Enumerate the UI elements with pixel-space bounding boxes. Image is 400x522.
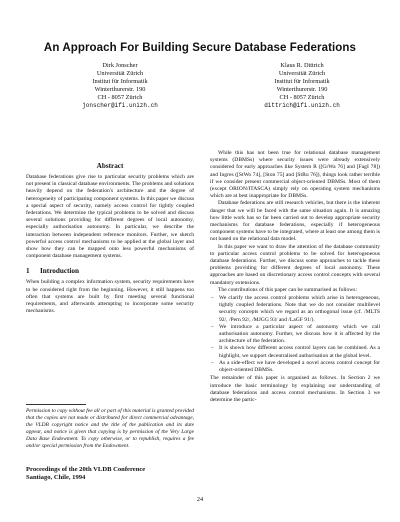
author-name: Klaus R. Dittrich <box>280 62 324 69</box>
paper-title: An Approach For Building Secure Database Federations <box>43 42 357 54</box>
author-email: dittrich@ifi.unizh.ch <box>264 102 340 110</box>
author-email: jonscher@ifi.unizh.ch <box>82 102 158 110</box>
author-street: Winterthurerstr. 190 <box>276 86 328 94</box>
dash-bullet: – <box>211 323 214 330</box>
paragraph: Database federations are still research vehicles, but there is the inherent danger that we will be faced with the same situation again. It is amazing how little work has so far been carried out to develop appropriate security mechanisms for database federations, especially if heterogeneous component systems have to be integrated, where at least one among them is not based on the relational data model. <box>210 200 380 243</box>
author-street: Winterthurerstr. 190 <box>94 86 146 94</box>
list-item <box>210 324 380 346</box>
paragraph: The contributions of this paper can be summarised as follows: <box>218 286 358 293</box>
author-institute: Institut für Informatik <box>92 78 148 86</box>
paragraph: In this paper we want to draw the attention of the database community to particular access control problems to be solved for heterogeneous database federations. Further, we discuss some approaches to tackle these problems providing for different degrees of local autonomy. These approaches are based on discretionary access control concepts with several mandatory extensions. <box>210 243 380 286</box>
author-block-2 <box>222 62 382 111</box>
list-item-text: We introduce a particular aspect of autonomy which we call authorisation autonomy. Further, we discuss how it is affected by the architecture of the federation. <box>219 323 380 345</box>
proceedings-info <box>26 466 194 482</box>
abstract-text: Database federations give rise to particular security problems which are not present in classical database environments. The problems and solutions heavily depend on the federation's architecture and the degree of heterogeneity of participating component systems. In this paper we discuss a special aspect of security, namely access control for tightly coupled federations. We determine the typical problems to be solved and discuss several solutions providing for different degrees of local autonomy, especially authorisation autonomy. In particular, we describe the interaction between independent reference monitors. Further, we sketch powerful access control mechanisms to be applied at the global layer and show how they can be mapped onto less powerful mechanisms of component database management systems. <box>26 174 194 260</box>
section-title: Introduction <box>40 267 80 276</box>
author-city: CH - 8057 Zürich <box>279 94 325 102</box>
dash-bullet: – <box>211 295 214 302</box>
list-item-text: As a side-effect we have developed a novel access control concept for object-oriented DBMSs. <box>219 359 380 374</box>
paragraph: The remainder of this paper is organised as follows. In Section 2 we introduce the basic terminology by explaining our understanding of database federations and access control mechanisms. In Section 3 we determine the partic- <box>210 375 380 403</box>
author-affiliation: Universität Zürich <box>278 70 326 78</box>
list-item <box>210 295 380 324</box>
copyright-footnote: Permission to copy without fee all or part of this material is granted provided that the copies are not made or distributed for direct commercial advantage, the VLDB copyright notice and the title of the publication and its date appear, and notice is given that copying is by permission of the Very Large Data Base Endowment. To copy otherwise, or to republish, requires a fee and/or special permission from the Endowment. <box>26 408 194 449</box>
contributions-list <box>210 295 380 374</box>
list-item <box>210 360 380 374</box>
author-institute: Institut für Informatik <box>274 78 330 86</box>
proceedings-line-1: Proceedings of the 20th VLDB Conference <box>26 466 146 473</box>
list-item <box>210 345 380 359</box>
right-column <box>210 150 380 404</box>
left-column <box>26 150 194 315</box>
page-number: 24 <box>196 496 204 503</box>
footnote-rule <box>26 404 86 405</box>
paragraph: While this has not been true for relational database management systems (DBMSs) where security issues were already extensively considered for early approaches like System R ([GrWa 76] and [FagI 78]) and Ingres ([StWo 74], [Ston 75] and [StRu 76]), things look rather terrible if we consider present commercial object-oriented DBMSs. Most of them (except ORION/ITASCA) simply rely on operating system mechanisms which are at best inappropriate for DBMSs. <box>210 150 380 200</box>
author-name: Dirk Jonscher <box>102 62 138 69</box>
section-number: 1 <box>26 267 30 276</box>
author-city: CH - 8057 Zürich <box>97 94 143 102</box>
dash-bullet: – <box>211 345 214 352</box>
introduction-text: When building a complex information system, security requirements have to be considered right from the beginning. However, it still happens too often that systems are built by first meeting several functional requirements, and afterwards attempting to incorporate some security mechanisms. <box>26 279 194 315</box>
abstract-heading: Abstract <box>96 162 124 170</box>
dash-bullet: – <box>211 359 214 366</box>
proceedings-line-2: Santiago, Chile, 1994 <box>26 474 86 482</box>
author-affiliation: Universität Zürich <box>96 70 144 78</box>
list-item-text: We clarify the access control problems which arise in heterogeneous, tightly coupled federations. Note that we do not consider multilevel security concepts which we regard as an orthogonal issue (cf. /MLTS 92/, /Pern 92/, /MJGG 93/ and /LaGF 91/). <box>219 295 380 323</box>
list-item-text: It is shown how different access control layers can be combined. As a highlight, we support decentralised authorisation at the global level. <box>219 345 380 359</box>
section-heading-introduction <box>26 267 194 275</box>
author-block-1 <box>40 62 200 111</box>
